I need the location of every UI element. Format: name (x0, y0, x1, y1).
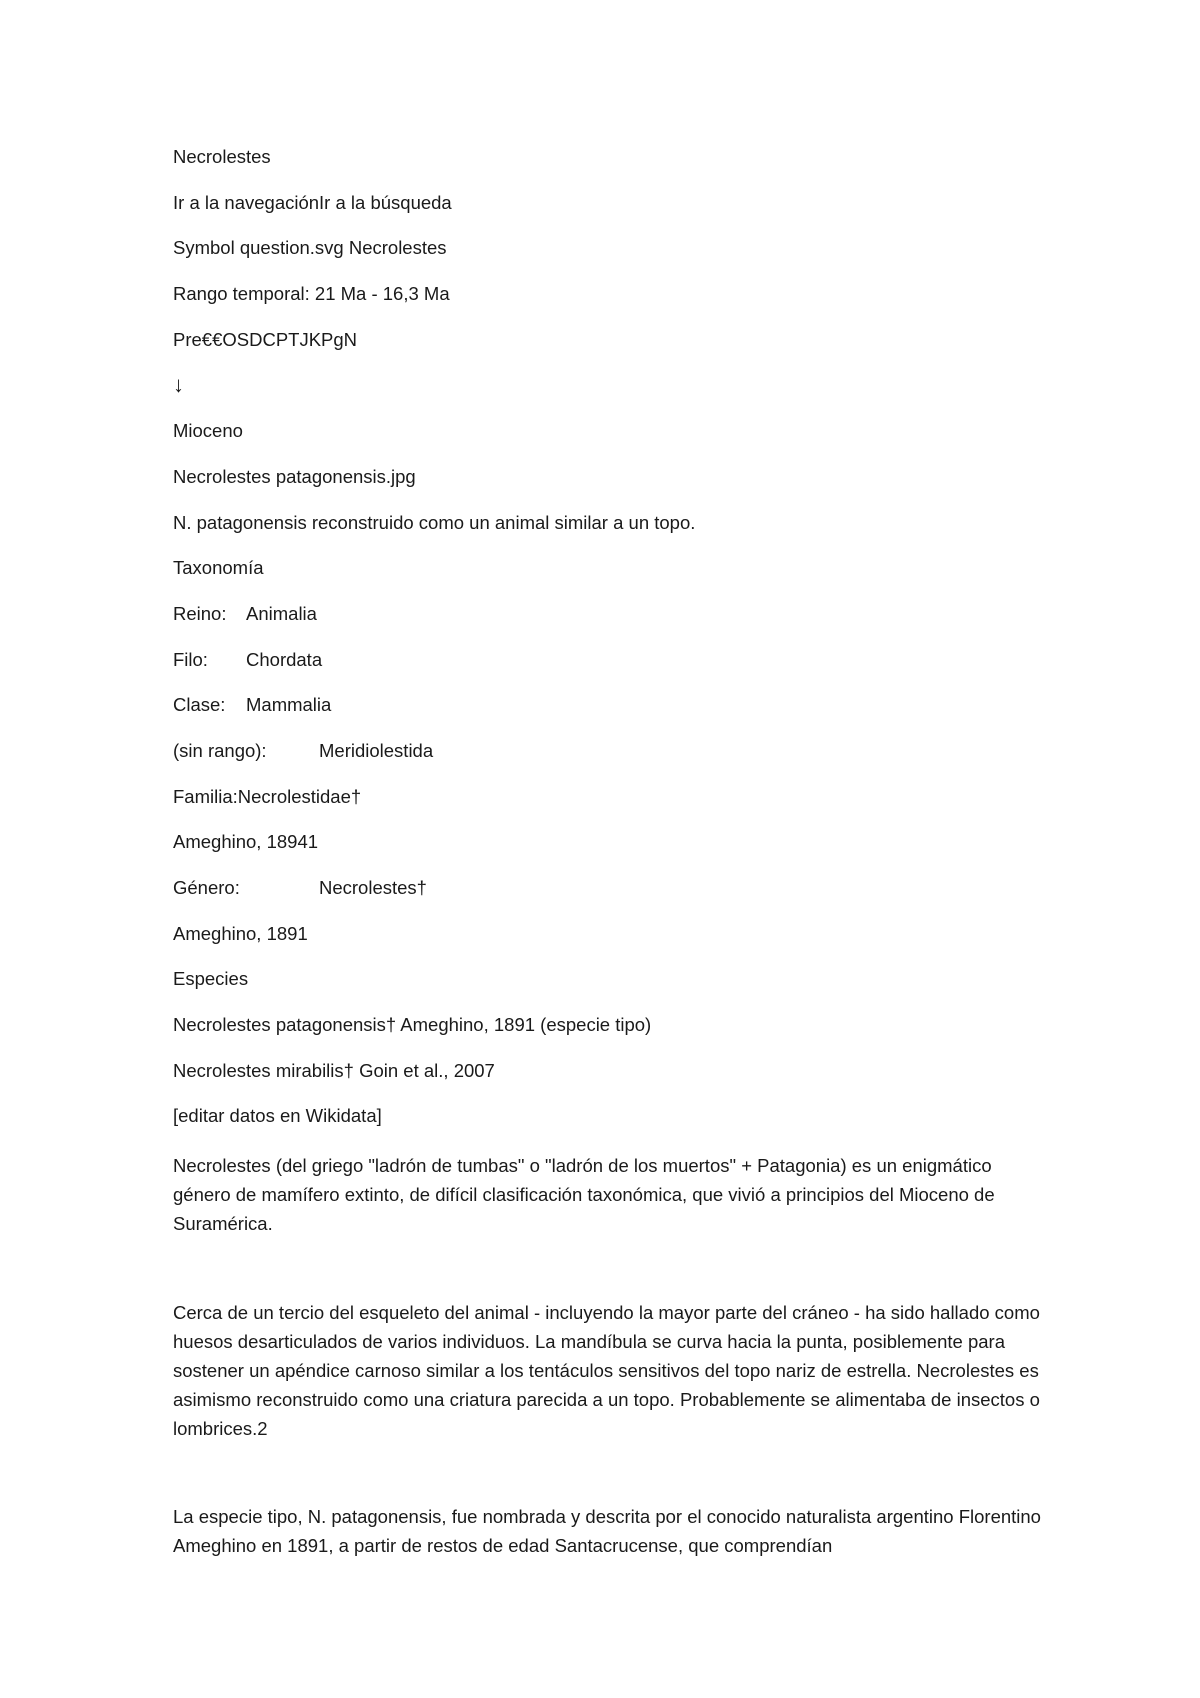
taxon-label: Filo: (173, 648, 208, 670)
familia-author: Ameghino, 18941 (173, 831, 319, 853)
epoch-label: Mioceno (173, 420, 243, 442)
paragraph-description: Cerca de un tercio del esqueleto del animal - incluyendo la mayor parte del cráneo - ha sido hallado como huesos desarticulados de varios individuos. La mandíbula se curva hacia la punta, posiblemente para sostener un apéndice carnoso similar a los tentáculos sensitivos del topo nariz de estrella. Necrolestes es asimismo reconstruido como una criatura parecida a un topo. Probablemente se alimentaba de insectos o lombrices.2 (173, 1302, 1040, 1440)
image-caption: N. patagonensis reconstruido como un animal similar a un topo. (173, 511, 696, 533)
period-bar-text: Pre€€OSDCPTJKPgN (173, 328, 358, 350)
paragraph-intro: Necrolestes (del griego "ladrón de tumbas" o "ladrón de los muertos" + Patagonia) es un enigmático género de mamífero extinto, de difícil clasificación taxonómica, que vivió a principios del Mioceno de Suramérica. (173, 1155, 995, 1235)
species-item: Necrolestes patagonensis† Ameghino, 1891 (especie tipo) (173, 1014, 652, 1036)
taxon-value: Mammalia (246, 694, 332, 716)
temporal-range: Rango temporal: 21 Ma - 16,3 Ma (173, 283, 450, 305)
paragraph-history: La especie tipo, N. patagonensis, fue nombrada y descrita por el conocido naturalista argentino Florentino Ameghino en 1891, a partir de restos de edad Santacrucense, que comprendían (173, 1506, 1041, 1557)
symbol-line: Symbol question.svg Necrolestes (173, 237, 447, 259)
taxon-row-genero (173, 877, 1073, 899)
taxon-label: Reino: (173, 602, 227, 624)
taxon-value: Chordata (246, 648, 323, 670)
species-heading: Especies (173, 968, 249, 990)
wikidata-edit-link[interactable]: [editar datos en Wikidata] (173, 1105, 382, 1127)
down-arrow-icon: ↓ (173, 372, 184, 398)
taxon-value: Animalia (246, 602, 317, 624)
species-item: Necrolestes mirabilis† Goin et al., 2007 (173, 1059, 495, 1081)
taxon-label: Género: (173, 877, 240, 898)
taxon-row-familia: Familia:Necrolestidae† (173, 785, 362, 807)
document-content (173, 146, 1073, 1560)
taxon-label: (sin rango): (173, 739, 267, 761)
taxon-row-reino (173, 603, 1073, 625)
taxon-value: Necrolestes† (319, 877, 427, 898)
genero-author: Ameghino, 1891 (173, 922, 308, 944)
taxon-value: Meridiolestida (319, 739, 434, 761)
article-title: Necrolestes (173, 146, 271, 167)
taxon-row-clase (173, 694, 1073, 716)
taxon-row-filo (173, 649, 1073, 671)
taxonomy-heading: Taxonomía (173, 557, 264, 579)
image-filename: Necrolestes patagonensis.jpg (173, 465, 416, 487)
taxon-row-sin-rango (173, 740, 1073, 762)
taxon-label: Clase: (173, 694, 226, 716)
navigation-links: Ir a la navegaciónIr a la búsqueda (173, 191, 452, 213)
